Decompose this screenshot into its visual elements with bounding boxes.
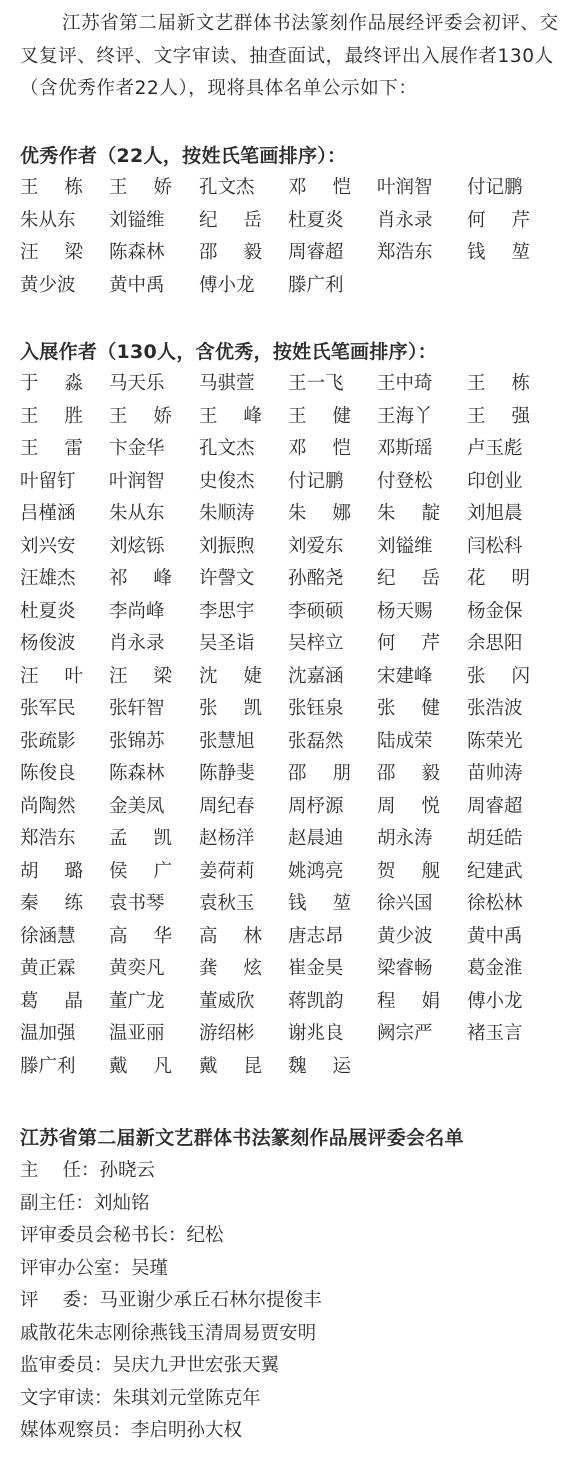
author-name: 闫松科: [467, 535, 523, 557]
name-row: [20, 433, 579, 466]
name-row: [20, 791, 579, 824]
author-name: 朱 娜: [288, 503, 351, 524]
author-name: 黄正霖: [20, 958, 76, 979]
committee-role: 评 委: [20, 1290, 81, 1311]
author-name: 杜夏炎: [288, 209, 344, 231]
author-name: 王一飞: [288, 373, 344, 394]
author-name: 王 胜: [20, 405, 83, 427]
committee-members: [100, 1290, 322, 1311]
committee-member: 丘石: [192, 1290, 230, 1311]
author-name: 黄中禹: [109, 274, 165, 296]
author-name: 张军民: [20, 698, 76, 719]
committee-members: [94, 1193, 150, 1214]
author-name: 朱顺涛: [199, 503, 255, 524]
author-name: 朱从东: [109, 503, 165, 524]
committee-line: [20, 1350, 575, 1383]
name-row: [20, 628, 579, 661]
author-name: 徐兴国: [377, 893, 433, 914]
author-name: 肖永录: [377, 209, 433, 231]
author-name: 王 娇: [109, 405, 172, 427]
author-name: 程 娟: [377, 990, 440, 1012]
author-name: 葛 晶: [20, 990, 83, 1012]
author-name: 傅小龙: [199, 274, 255, 296]
name-row: [20, 401, 579, 434]
author-name: 周杼源: [288, 795, 344, 817]
author-name: 汪 梁: [20, 242, 83, 263]
committee-member: 贾安明: [260, 1322, 317, 1344]
committee-members: [131, 1420, 242, 1441]
author-name: 唐志昂: [288, 925, 344, 947]
author-name: 何 芹: [467, 209, 530, 231]
committee-members: [131, 1258, 168, 1279]
committee-separator: ：: [112, 1420, 132, 1441]
author-name: 王 雷: [20, 438, 83, 459]
committee-separator: ：: [168, 1225, 187, 1246]
author-name: 姜荷莉: [199, 860, 255, 882]
name-row: [20, 498, 579, 531]
author-name: 史俊杰: [199, 470, 255, 492]
author-name: 张 凯: [199, 698, 262, 719]
author-name: 纪建武: [467, 860, 523, 882]
intro-paragraph: 江苏省第二届新文艺群体书法篆刻作品展经评委会初评、交叉复评、终评、文字审读、抽查面试，最终评出入展作者130人（含优秀作者22人），现将具体名单公示如下：: [20, 13, 559, 99]
author-name: 沈嘉涵: [288, 665, 344, 687]
committee-title: 江苏省第二届新文艺群体书法篆刻作品展评委会名单: [20, 1127, 464, 1149]
author-name: 张 健: [377, 698, 440, 719]
author-name: 周睿超: [467, 795, 523, 817]
author-name: 孟 凯: [109, 828, 172, 849]
committee-member: 刘元堂: [149, 1387, 206, 1409]
name-row: [20, 237, 579, 270]
committee-member: 徐燕: [131, 1322, 169, 1344]
author-name: 汪 叶: [20, 665, 83, 687]
author-name: 余思阳: [467, 633, 523, 654]
author-name: 游绍彬: [199, 1023, 255, 1044]
committee-member: 谢少承: [136, 1290, 193, 1311]
author-name: 刘爱东: [288, 535, 344, 557]
author-name: 陈静斐: [199, 763, 255, 784]
committee-line: [20, 1253, 575, 1286]
author-name: 杨天赐: [377, 600, 433, 622]
author-name: 张疏影: [20, 730, 76, 752]
author-name: 李思宇: [199, 600, 255, 622]
author-name: 秦 练: [20, 893, 83, 914]
committee-separator: ：: [81, 1160, 100, 1181]
author-name: 胡 璐: [20, 860, 83, 882]
selected-authors-list: [20, 368, 579, 1083]
author-name: 葛金淮: [467, 958, 523, 979]
committee-line: [20, 1285, 575, 1318]
author-name: 蒋凯韵: [288, 990, 344, 1012]
author-name: 杜夏炎: [20, 600, 76, 622]
name-row: [20, 823, 579, 856]
name-row: [20, 726, 579, 759]
author-name: 祁 峰: [109, 568, 172, 589]
committee-role: 主 任: [20, 1160, 81, 1181]
author-name: 刘镒维: [109, 209, 165, 231]
author-name: 刘镒维: [377, 535, 433, 557]
committee-member: 刘灿铭: [94, 1192, 150, 1214]
author-name: 贺 舰: [377, 860, 440, 882]
author-name: 尚陶然: [20, 795, 76, 817]
author-name: 王 栋: [467, 373, 530, 394]
author-name: 李尚峰: [109, 600, 165, 622]
committee-member: 吴瑾: [131, 1257, 169, 1279]
author-name: 马天乐: [109, 373, 165, 394]
committee-members: [20, 1323, 316, 1344]
author-name: 孙酩尧: [288, 568, 344, 589]
author-name: 苗帅涛: [467, 763, 523, 784]
author-name: 孔文杰: [199, 438, 255, 459]
author-name: 张 闪: [467, 665, 530, 687]
author-name: 温加强: [20, 1023, 76, 1044]
committee-separator: ：: [75, 1192, 95, 1214]
author-name: 周纪春: [199, 795, 255, 817]
committee-member: 钱玉清: [168, 1322, 224, 1344]
excellent-authors-list: [20, 172, 579, 302]
author-name: 张轩智: [109, 698, 165, 719]
author-name: 温亚丽: [109, 1023, 165, 1044]
author-name: 肖永录: [109, 633, 165, 654]
author-name: 周睿超: [288, 242, 344, 263]
committee-line: [20, 1383, 575, 1416]
author-name: 汪雄杰: [20, 568, 76, 589]
author-name: 纪 岳: [199, 209, 262, 231]
author-name: 邵 毅: [199, 242, 262, 263]
name-row: [20, 466, 579, 499]
author-name: 宋建峰: [377, 665, 433, 687]
name-row: [20, 888, 579, 921]
author-name: 梁睿畅: [377, 958, 433, 979]
author-name: 陈森林: [109, 242, 165, 263]
committee-members: [113, 1388, 261, 1409]
name-row: [20, 921, 579, 954]
author-name: 沈 婕: [199, 665, 262, 687]
author-name: 魏 运: [288, 1055, 351, 1077]
author-name: 张锦苏: [109, 730, 165, 752]
committee-member: 张天翼: [223, 1355, 280, 1376]
author-name: 袁秋玉: [199, 893, 255, 914]
author-name: 褚玉言: [467, 1023, 523, 1044]
author-name: 黄奕凡: [109, 958, 165, 979]
committee-member: 纪松: [186, 1225, 224, 1246]
author-name: 刘兴安: [20, 535, 76, 557]
name-row: [20, 758, 579, 791]
author-name: 叶留钉: [20, 470, 76, 492]
author-name: 卞金华: [109, 438, 165, 459]
committee-role: 评审办公室: [20, 1257, 113, 1279]
committee-member: 周易: [223, 1322, 261, 1344]
author-name: 邵 毅: [377, 763, 440, 784]
author-name: 刘振煦: [199, 535, 255, 557]
committee-line: [20, 1415, 575, 1448]
committee-separator: ：: [94, 1387, 113, 1409]
author-name: 叶润智: [377, 177, 433, 198]
author-name: 卢玉彪: [467, 438, 523, 459]
committee-member: 吴庆九: [112, 1355, 169, 1376]
name-row: [20, 856, 579, 889]
author-name: 傅小龙: [467, 990, 523, 1012]
committee-members: [113, 1355, 280, 1376]
author-name: 于 淼: [20, 373, 83, 394]
author-name: 张磊然: [288, 730, 344, 752]
name-row: [20, 270, 579, 303]
author-name: 花 明: [467, 568, 530, 589]
author-name: 邓 恺: [288, 438, 351, 459]
name-row: [20, 563, 579, 596]
excellent-authors-title: 优秀作者（22人，按姓氏笔画排序）：: [20, 145, 347, 167]
author-name: 叶润智: [109, 470, 165, 492]
author-name: 王中琦: [377, 373, 433, 394]
name-row: [20, 986, 579, 1019]
author-name: 邓斯瑶: [377, 438, 433, 459]
author-name: 钱 堃: [288, 893, 351, 914]
author-name: 杨金保: [467, 600, 523, 622]
author-name: 王 栋: [20, 177, 83, 198]
name-row: [20, 1051, 579, 1084]
committee-member: 李启明: [131, 1420, 187, 1441]
author-name: 邵 朋: [288, 763, 351, 784]
committee-role: 评审委员会秘书长: [20, 1225, 169, 1246]
selected-authors-title: 入展作者（130人，含优秀，按姓氏笔画排序）：: [20, 341, 438, 363]
author-name: 周 悦: [377, 795, 440, 817]
author-name: 王 健: [288, 405, 351, 427]
committee-member: 马亚: [99, 1290, 137, 1311]
author-name: 戴 凡: [109, 1055, 172, 1077]
author-name: 袁书琴: [109, 893, 165, 914]
author-name: 邓 恺: [288, 177, 351, 198]
committee-role: 媒体观察员: [20, 1420, 113, 1441]
author-name: 吴圣诣: [199, 633, 255, 654]
committee-separator: ：: [81, 1290, 100, 1311]
author-name: 赵晨迪: [288, 828, 344, 849]
name-row: [20, 172, 579, 205]
author-name: 付登松: [377, 470, 433, 492]
author-name: 陆成荣: [377, 730, 433, 752]
author-name: 陈荣光: [467, 730, 523, 752]
committee-members: [100, 1160, 156, 1181]
committee-member: 林尔: [229, 1290, 267, 1311]
committee-line: [20, 1155, 575, 1188]
author-name: 胡永涛: [377, 828, 433, 849]
author-name: 王 强: [467, 405, 530, 427]
committee-line: [20, 1318, 575, 1351]
committee-member: 戚散花: [20, 1322, 76, 1344]
committee-separator: ：: [94, 1355, 113, 1376]
author-name: 印创业: [467, 470, 523, 492]
committee-line: [20, 1188, 575, 1221]
author-name: 黄少波: [20, 274, 76, 296]
author-name: 董广龙: [109, 990, 165, 1012]
author-name: 刘旭晨: [467, 503, 523, 524]
committee-separator: ：: [112, 1257, 132, 1279]
author-name: 汪 梁: [109, 665, 172, 687]
committee-line: [20, 1220, 575, 1253]
author-name: 张浩波: [467, 698, 523, 719]
author-name: 王海丫: [377, 405, 433, 427]
author-name: 赵杨洋: [199, 828, 255, 849]
committee-member: 提俊丰: [266, 1290, 322, 1311]
committee-member: 朱志刚: [75, 1322, 132, 1344]
author-name: 许謦文: [199, 568, 255, 589]
name-row: [20, 596, 579, 629]
author-name: 黄中禹: [467, 925, 523, 947]
committee-list: [20, 1155, 575, 1448]
name-row: [20, 1018, 579, 1051]
committee-member: 孙晓云: [99, 1160, 156, 1181]
author-name: 阙宗严: [377, 1023, 433, 1044]
committee-role: 监审委员: [20, 1355, 95, 1376]
author-name: 谢兆良: [288, 1023, 344, 1044]
author-name: 徐松林: [467, 893, 523, 914]
author-name: 王 娇: [109, 177, 172, 198]
author-name: 姚鸿亮: [288, 860, 344, 882]
author-name: 张钰泉: [288, 698, 344, 719]
name-row: [20, 205, 579, 238]
author-name: 戴 昆: [199, 1055, 262, 1077]
committee-member: 朱琪: [112, 1387, 150, 1409]
author-name: 朱从东: [20, 209, 76, 231]
author-name: 李硕硕: [288, 600, 344, 622]
committee-member: 孙大权: [186, 1420, 243, 1441]
committee-member: 尹世宏: [168, 1355, 224, 1376]
author-name: 陈俊良: [20, 763, 76, 784]
author-name: 吴梓立: [288, 633, 344, 654]
name-row: [20, 953, 579, 986]
author-name: 吕槿涵: [20, 503, 76, 524]
author-name: 王 峰: [199, 405, 262, 427]
committee-member: 陈克年: [205, 1387, 261, 1409]
author-name: 滕广利: [288, 274, 344, 296]
author-name: 徐涵慧: [20, 925, 76, 947]
author-name: 付记鹏: [288, 470, 344, 492]
name-row: [20, 693, 579, 726]
author-name: 钱 堃: [467, 242, 530, 263]
author-name: 马骐萱: [199, 373, 255, 394]
author-name: 金美凤: [109, 795, 165, 817]
author-name: 纪 岳: [377, 568, 440, 589]
author-name: 胡廷皓: [467, 828, 523, 849]
author-name: 龚 炫: [199, 958, 262, 979]
author-name: 滕广利: [20, 1055, 76, 1077]
committee-role: 副主任: [20, 1192, 76, 1214]
author-name: 高 林: [199, 925, 262, 947]
author-name: 高 华: [109, 925, 172, 947]
name-row: [20, 368, 579, 401]
author-name: 崔金昊: [288, 958, 344, 979]
author-name: 刘炫铄: [109, 535, 165, 557]
author-name: 侯 广: [109, 860, 172, 882]
committee-role: 文字审读: [20, 1387, 95, 1409]
author-name: 朱 靛: [377, 503, 440, 524]
author-name: 黄少波: [377, 925, 433, 947]
author-name: 郑浩东: [377, 242, 433, 263]
author-name: 杨俊波: [20, 633, 76, 654]
author-name: 付记鹏: [467, 177, 523, 198]
author-name: 陈森林: [109, 763, 165, 784]
name-row: [20, 531, 579, 564]
name-row: [20, 661, 579, 694]
author-name: 董威欣: [199, 990, 255, 1012]
author-name: 何 芹: [377, 633, 440, 654]
author-name: 郑浩东: [20, 828, 76, 849]
committee-members: [187, 1225, 224, 1246]
author-name: 张慧旭: [199, 730, 255, 752]
author-name: 孔文杰: [199, 177, 255, 198]
